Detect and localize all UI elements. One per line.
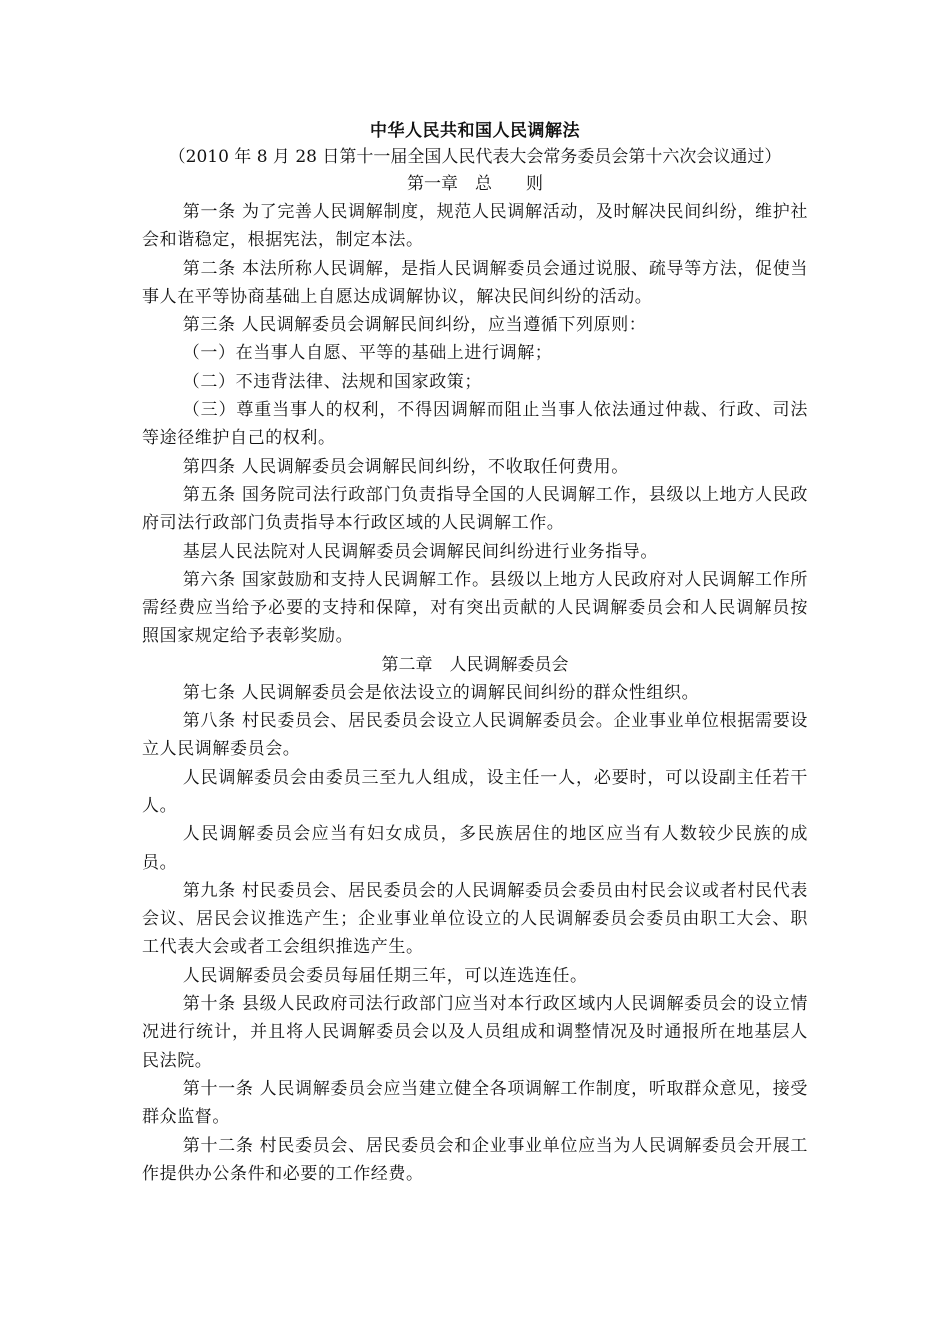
article-paragraph: 第九条 村民委员会、居民委员会的人民调解委员会委员由村民会议或者村民代表会议、居民会议推选产生；企业事业单位设立的人民调解委员会委员由职工大会、职工代表大会或者工会组织推选产生。: [142, 880, 808, 958]
chapter-heading: 第一章 总 则: [407, 174, 543, 194]
article-paragraph: 第一条 为了完善人民调解制度，规范人民调解活动，及时解决民间纠纷，维护社会和谐稳定，根据宪法，制定本法。: [142, 202, 808, 251]
article-paragraph: 人民调解委员会委员每届任期三年，可以连选连任。: [182, 965, 588, 986]
article-paragraph: 第十条 县级人民政府司法行政部门应当对本行政区域内人民调解委员会的设立情况进行统计，并且将人民调解委员会以及人员组成和调整情况及时通报所在地基层人民法院。: [142, 994, 808, 1071]
principle-item: （一）在当事人自愿、平等的基础上进行调解；: [182, 343, 553, 364]
article-paragraph: 第四条 人民调解委员会调解民间纠纷，不收取任何费用。: [182, 456, 629, 477]
article-paragraph: 人民调解委员会由委员三至九人组成，设主任一人，必要时，可以设副主任若干人。: [142, 767, 808, 816]
article-paragraph: 第十二条 村民委员会、居民委员会和企业事业单位应当为人民调解委员会开展工作提供办公条件和必要的工作经费。: [142, 1135, 808, 1184]
article-paragraph: 第六条 国家鼓励和支持人民调解工作。县级以上地方人民政府对人民调解工作所需经费应当给予必要的支持和保障，对有突出贡献的人民调解委员会和人民调解员按照国家规定给予表彰奖励。: [142, 569, 808, 647]
article-paragraph: 第七条 人民调解委员会是依法设立的调解民间纠纷的群众性组织。: [182, 682, 700, 703]
document-subtitle: （2010 年 8 月 28 日第十一届全国人民代表大会常务委员会第十六次会议通过）: [168, 147, 782, 167]
article-paragraph: 第五条 国务院司法行政部门负责指导全国的人民调解工作，县级以上地方人民政府司法行政部门负责指导本行政区域的人民调解工作。: [142, 484, 808, 534]
article-paragraph: 第十一条 人民调解委员会应当建立健全各项调解工作制度，听取群众意见，接受群众监督。: [142, 1078, 808, 1128]
article-paragraph: 第二条 本法所称人民调解，是指人民调解委员会通过说服、疏导等方法，促使当事人在平等协商基础上自愿达成调解协议，解决民间纠纷的活动。: [142, 258, 808, 307]
document-body: [142, 118, 808, 1188]
principle-item: （三）尊重当事人的权利，不得因调解而阻止当事人依法通过仲裁、行政、司法等途径维护自己的权利。: [142, 400, 808, 449]
article-paragraph: 人民调解委员会应当有妇女成员，多民族居住的地区应当有人数较少民族的成员。: [142, 824, 808, 873]
document-title: 中华人民共和国人民调解法: [370, 121, 580, 141]
chapter-heading: 第二章 人民调解委员会: [381, 654, 569, 675]
article-paragraph: 基层人民法院对人民调解委员会调解民间纠纷进行业务指导。: [182, 541, 658, 562]
article-paragraph: 第三条 人民调解委员会调解民间纠纷，应当遵循下列原则：: [182, 315, 647, 336]
article-paragraph: 第八条 村民委员会、居民委员会设立人民调解委员会。企业事业单位根据需要设立人民调解委员会。: [142, 711, 808, 760]
principle-item: （二）不违背法律、法规和国家政策；: [182, 371, 482, 392]
